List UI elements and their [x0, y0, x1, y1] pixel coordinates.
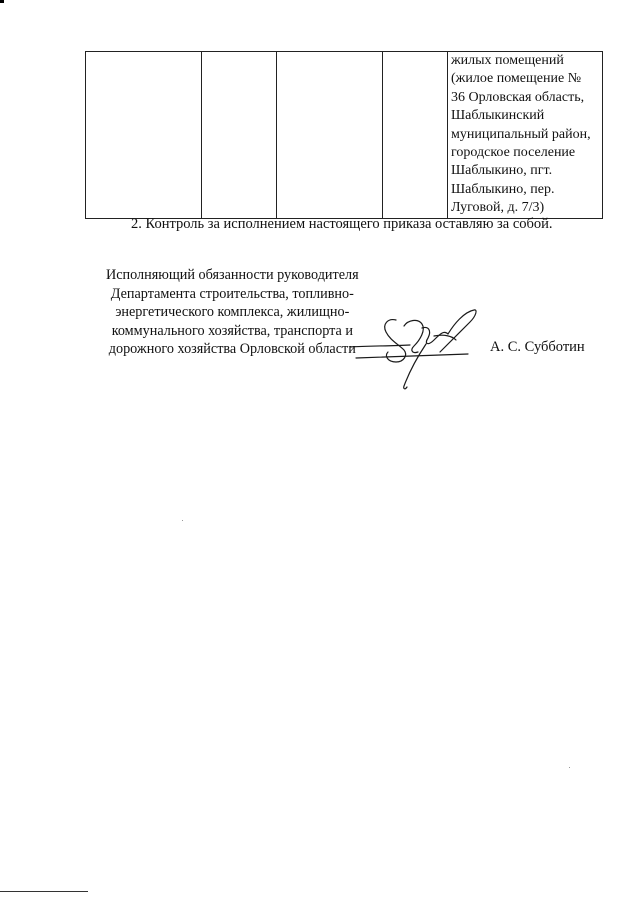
position-line: Департамента строительства, топливно-: [110, 285, 354, 302]
address-line: Шаблыкинский: [451, 108, 545, 124]
position-line: Исполняющий обязанности руководителя: [106, 267, 359, 283]
signatory-position: [106, 266, 359, 359]
address-line: муниципальный район,: [451, 126, 591, 142]
control-clause: 2. Контроль за исполнением настоящего приказа оставляю за собой.: [131, 216, 553, 232]
table-cell-address: [448, 52, 603, 219]
table-row: [86, 52, 603, 219]
footnote-rule: [0, 891, 88, 892]
address-line: (жилое помещение №: [451, 71, 582, 87]
address-line: жилых помещений: [451, 53, 564, 68]
table-cell-empty: [86, 52, 202, 219]
address-line: 36 Орловская область,: [451, 89, 585, 105]
table-cell-empty: [383, 52, 448, 219]
address-line: Луговой, д. 7/3): [451, 200, 545, 216]
table-cell-empty: [277, 52, 383, 219]
handwritten-signature: [348, 300, 488, 395]
position-line: энергетического комплекса, жилищно-: [115, 304, 350, 320]
address-line: городское поселение: [451, 145, 576, 161]
property-table-fragment: [85, 51, 603, 219]
scan-corner-mark: [0, 0, 4, 3]
address-line: Шаблыкино, пер.: [451, 181, 555, 197]
address-text: [448, 52, 602, 218]
position-line: дорожного хозяйства Орловской области: [108, 341, 356, 357]
address-line: Шаблыкино, пгт.: [451, 163, 553, 179]
table-cell-empty: [202, 52, 277, 219]
scan-speck: [182, 520, 183, 521]
scan-speck: [569, 767, 570, 768]
position-line: коммунального хозяйства, транспорта и: [111, 322, 353, 339]
signer-name: А. С. Субботин: [490, 339, 585, 355]
